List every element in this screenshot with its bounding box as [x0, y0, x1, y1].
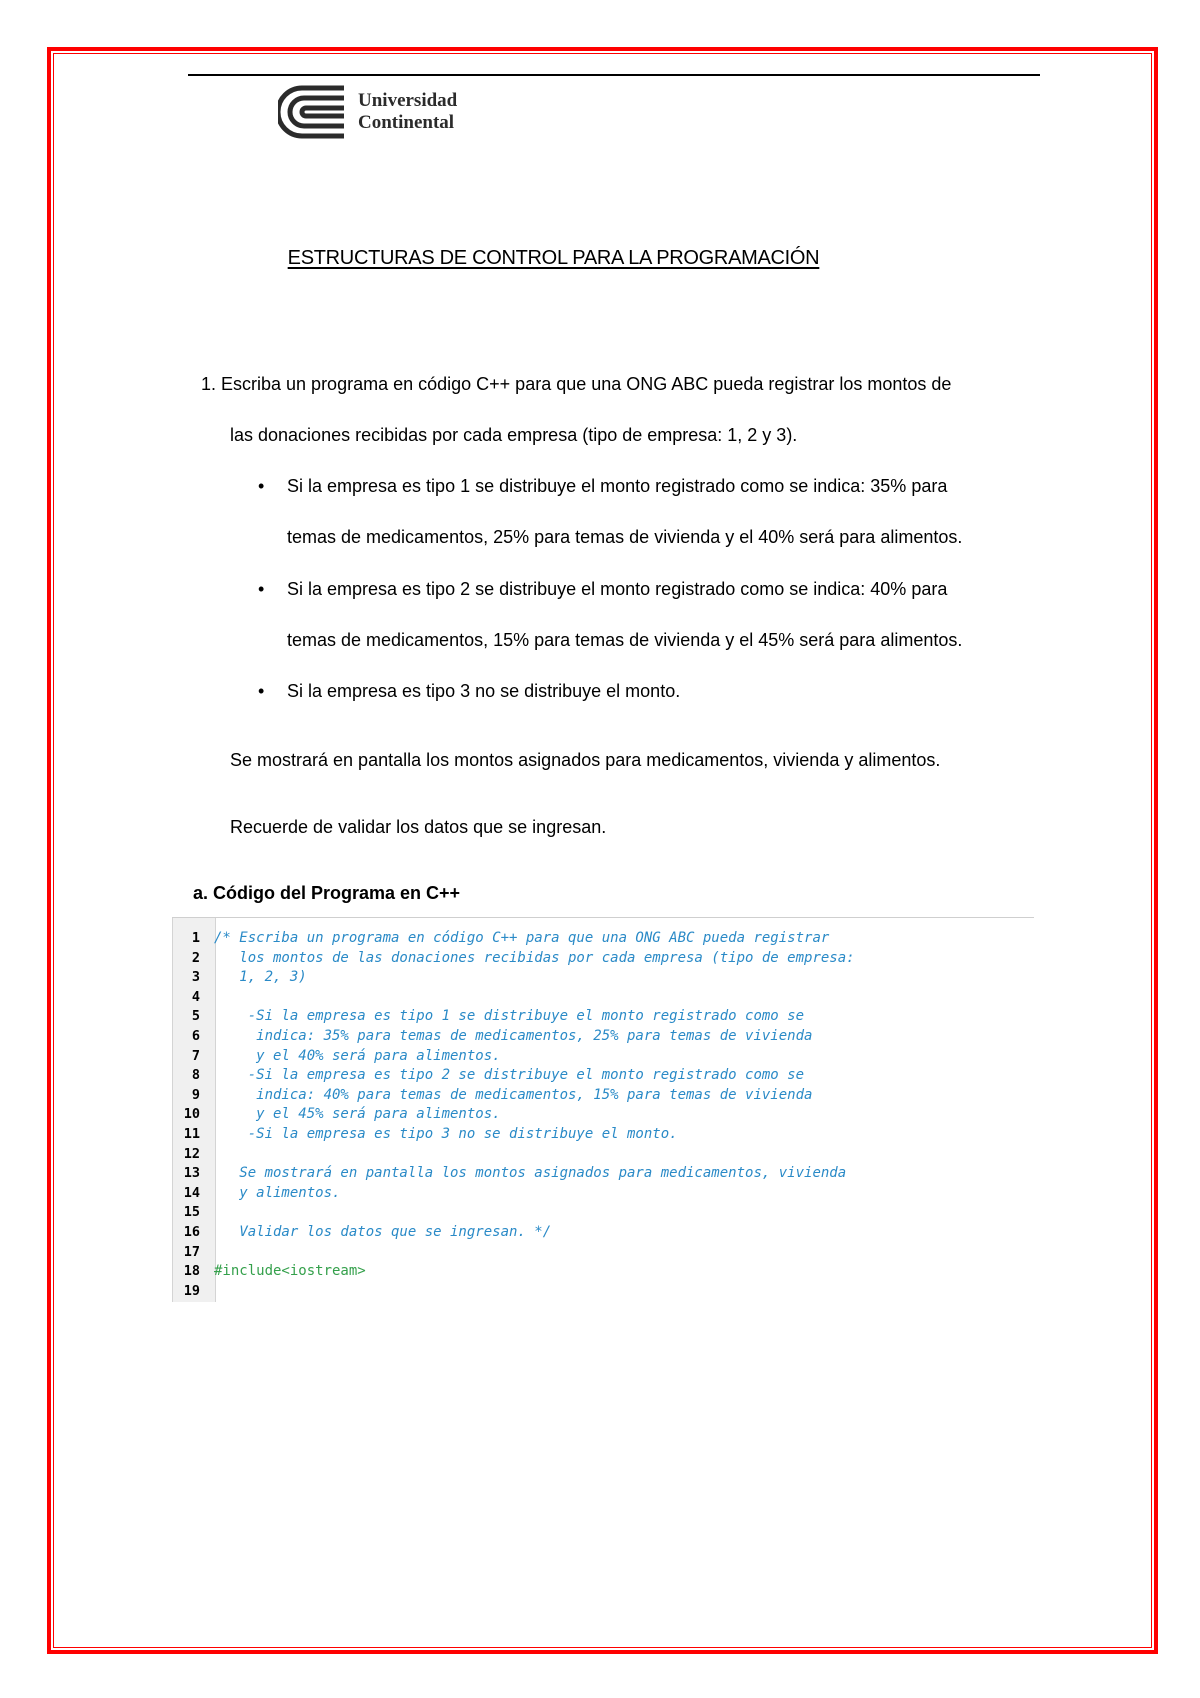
section-a-heading: a. Código del Programa en C++ — [193, 883, 461, 903]
line-number: 10 — [183, 1106, 200, 1123]
code-text: /* Escriba un programa en código C++ para que una ONG ABC pueda registrar — [214, 930, 830, 946]
code-line — [172, 1243, 1034, 1263]
document-title — [0, 247, 1107, 270]
line-number: 7 — [191, 1047, 200, 1064]
code-line — [172, 1047, 1034, 1067]
code-text: y el 45% será para alimentos. — [214, 1106, 501, 1123]
line-number: 5 — [191, 1008, 200, 1025]
code-line — [172, 1145, 1034, 1165]
logo-mark-icon — [278, 84, 348, 140]
line-number: 1 — [191, 930, 200, 946]
document-title-text: ESTRUCTURAS DE CONTROL PARA LA PROGRAMACIÓN — [287, 247, 820, 269]
university-logo — [278, 82, 457, 142]
code-line — [172, 988, 1034, 1008]
code-text: indica: 35% para temas de medicamentos, 25% para temas de vivienda — [214, 1028, 813, 1044]
code-editor-screenshot — [172, 917, 1034, 1302]
bullet-marker: • — [258, 579, 265, 599]
code-text: 1, 2, 3) — [214, 969, 307, 986]
line-number: 9 — [191, 1086, 200, 1103]
code-text: -Si la empresa es tipo 1 se distribuye el monto registrado como se — [214, 1008, 805, 1025]
line-number: 15 — [183, 1204, 200, 1221]
bullet-1-line-1: Si la empresa es tipo 1 se distribuye el monto registrado como se indica: 35% para — [287, 476, 948, 496]
code-line — [172, 968, 1034, 988]
line-number: 16 — [183, 1224, 200, 1240]
bullet-2-line-2: temas de medicamentos, 15% para temas de vivienda y el 45% será para alimentos. — [287, 630, 963, 650]
line-number: 4 — [191, 988, 200, 1005]
logo-line-2: Continental — [358, 112, 455, 133]
line-number: 18 — [183, 1263, 200, 1280]
line-number: 19 — [183, 1282, 200, 1299]
code-text: y alimentos. — [214, 1184, 341, 1201]
line-number: 12 — [183, 1145, 200, 1162]
code-text: indica: 40% para temas de medicamentos, 15% para temas de vivienda — [214, 1086, 813, 1103]
paragraph-output: Se mostrará en pantalla los montos asignados para medicamentos, vivienda y alimentos. — [230, 750, 941, 770]
code-line — [172, 949, 1034, 969]
code-line — [172, 1262, 1034, 1282]
code-line — [172, 1282, 1034, 1302]
code-line — [172, 1007, 1034, 1027]
line-number: 2 — [191, 949, 200, 966]
line-number: 14 — [183, 1184, 200, 1201]
code-text: #include<iostream> — [214, 1263, 366, 1280]
line-number: 11 — [183, 1126, 200, 1142]
header-rule — [188, 74, 1040, 76]
line-number: 6 — [191, 1028, 200, 1044]
code-line — [172, 929, 1034, 949]
paragraph-validate: Recuerde de validar los datos que se ingresan. — [230, 817, 607, 837]
code-text: -Si la empresa es tipo 3 no se distribuye el monto. — [214, 1126, 678, 1142]
code-line — [172, 1223, 1034, 1243]
line-number: 13 — [183, 1165, 200, 1182]
page-border-inner — [53, 53, 1152, 1648]
code-line — [172, 1164, 1034, 1184]
bullet-marker: • — [258, 476, 265, 496]
logo-line-1: Universidad — [358, 90, 458, 111]
code-line — [172, 1105, 1034, 1125]
question-line-1: 1. Escriba un programa en código C++ para que una ONG ABC pueda registrar los montos de — [201, 374, 952, 394]
bullet-1-line-2: temas de medicamentos, 25% para temas de vivienda y el 40% será para alimentos. — [287, 527, 963, 547]
code-text: Se mostrará en pantalla los montos asignados para medicamentos, vivienda — [214, 1165, 847, 1182]
code-line — [172, 1086, 1034, 1106]
line-number: 8 — [191, 1067, 200, 1084]
code-text: y el 40% será para alimentos. — [214, 1047, 501, 1064]
line-number: 3 — [191, 969, 200, 986]
code-text: Validar los datos que se ingresan. */ — [214, 1224, 552, 1240]
bullet-marker: • — [258, 681, 265, 701]
code-text: los montos de las donaciones recibidas por cada empresa (tipo de empresa: — [214, 949, 855, 966]
code-line — [172, 1203, 1034, 1223]
code-line — [172, 1066, 1034, 1086]
bullet-3-line-1: Si la empresa es tipo 3 no se distribuye el monto. — [287, 681, 681, 701]
logo-wordmark — [358, 90, 457, 134]
code-text: -Si la empresa es tipo 2 se distribuye el monto registrado como se — [214, 1067, 805, 1084]
code-line — [172, 1125, 1034, 1145]
line-number: 17 — [183, 1243, 200, 1260]
bullet-2-line-1: Si la empresa es tipo 2 se distribuye el monto registrado como se indica: 40% para — [287, 579, 948, 599]
question-line-2: las donaciones recibidas por cada empresa (tipo de empresa: 1, 2 y 3). — [230, 425, 798, 445]
code-line — [172, 1184, 1034, 1204]
code-line — [172, 1027, 1034, 1047]
